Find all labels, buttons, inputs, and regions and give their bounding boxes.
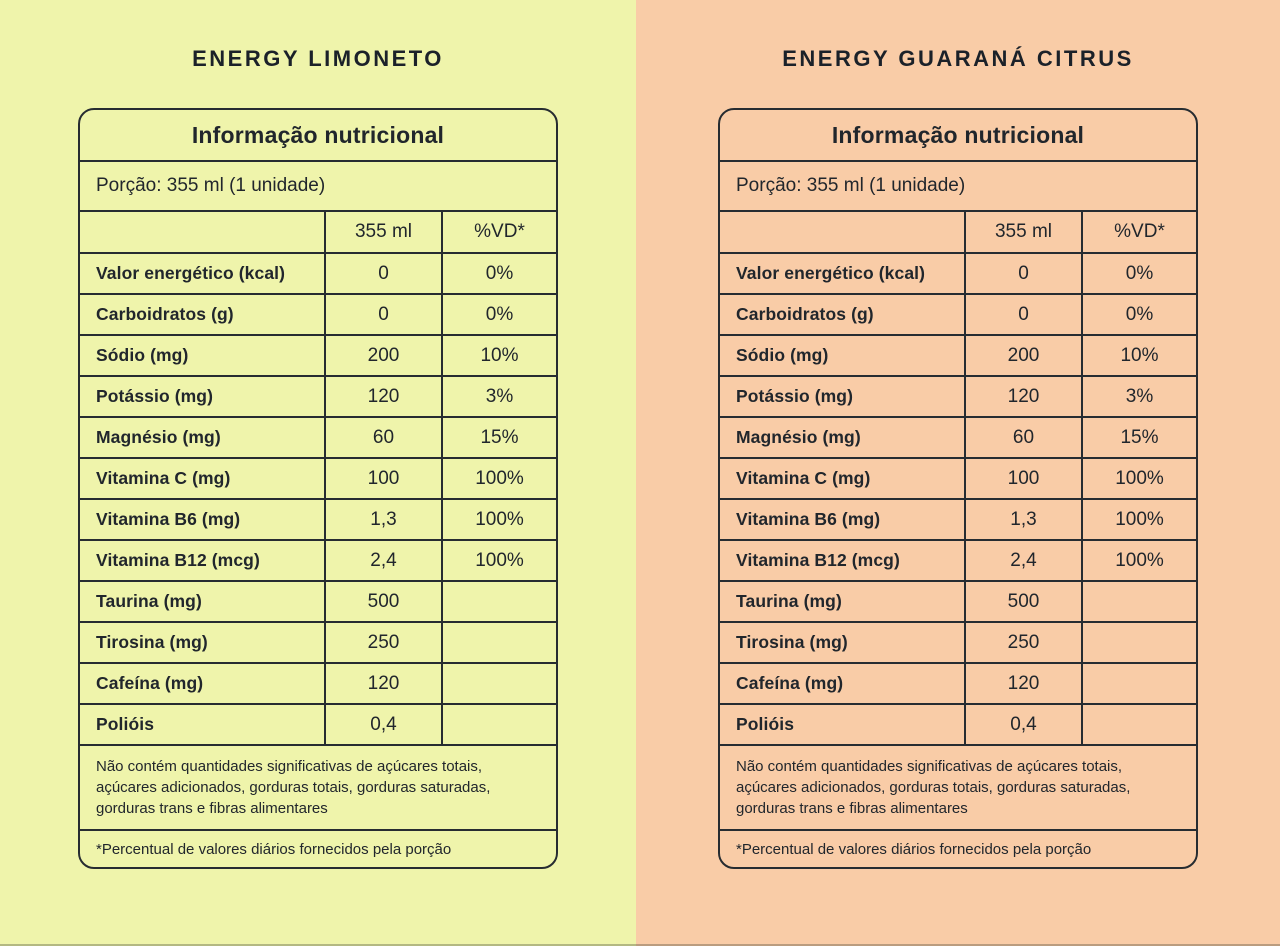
nutrient-daily-value: 100% bbox=[1081, 500, 1196, 539]
nutrient-label: Tirosina (mg) bbox=[736, 632, 848, 652]
nutrient-label: Carboidratos (g) bbox=[96, 304, 234, 324]
table-row bbox=[720, 293, 1196, 334]
nutrient-label: Taurina (mg) bbox=[736, 591, 842, 611]
table-row bbox=[720, 498, 1196, 539]
table-row bbox=[80, 457, 556, 498]
nutrient-label: Vitamina B12 (mcg) bbox=[96, 550, 260, 570]
table-row bbox=[80, 621, 556, 662]
column-header-amount: 355 ml bbox=[324, 212, 441, 252]
panel-energy-limoneto bbox=[0, 0, 636, 946]
table-row bbox=[720, 662, 1196, 703]
column-header-row bbox=[720, 210, 1196, 252]
nutrient-daily-value: 0% bbox=[441, 295, 556, 334]
nutrient-daily-value: 100% bbox=[441, 541, 556, 580]
serving-label: Porção: 355 ml (1 unidade) bbox=[96, 175, 326, 196]
nutrient-amount: 1,3 bbox=[964, 500, 1081, 539]
table-row bbox=[720, 375, 1196, 416]
nutrient-daily-value: 0% bbox=[1081, 254, 1196, 293]
panel-energy-guarana-citrus bbox=[636, 0, 1280, 946]
nutrient-label: Potássio (mg) bbox=[96, 386, 214, 406]
serving-row bbox=[80, 160, 556, 210]
nutrient-daily-value: 3% bbox=[441, 377, 556, 416]
nutrient-label: Valor energético (kcal) bbox=[736, 263, 926, 283]
note-text: Não contém quantidades significativas de açúcares totais, açúcares adicionados, gorduras totais, gorduras saturadas, gorduras trans e fibras alimentares bbox=[736, 758, 1131, 817]
nutrient-label: Sódio (mg) bbox=[96, 345, 189, 365]
table-row bbox=[720, 539, 1196, 580]
table-header bbox=[720, 110, 1196, 160]
nutrient-label: Magnésio (mg) bbox=[96, 427, 221, 447]
nutrient-amount: 200 bbox=[964, 336, 1081, 375]
nutrition-table-guarana-citrus bbox=[718, 108, 1198, 869]
nutrient-amount: 120 bbox=[964, 664, 1081, 703]
nutrient-daily-value: 10% bbox=[441, 336, 556, 375]
nutrient-amount: 1,3 bbox=[324, 500, 441, 539]
nutrient-daily-value: 100% bbox=[1081, 459, 1196, 498]
nutrient-label: Vitamina C (mg) bbox=[736, 468, 871, 488]
column-header-row bbox=[80, 210, 556, 252]
nutrient-label: Sódio (mg) bbox=[736, 345, 829, 365]
nutrient-amount: 500 bbox=[964, 582, 1081, 621]
nutrient-amount: 2,4 bbox=[964, 541, 1081, 580]
daily-value-footnote bbox=[720, 829, 1196, 867]
nutrient-amount: 120 bbox=[324, 377, 441, 416]
no-significant-amounts-note bbox=[80, 744, 556, 829]
nutrient-amount: 2,4 bbox=[324, 541, 441, 580]
table-row bbox=[80, 334, 556, 375]
nutrient-amount: 0 bbox=[324, 254, 441, 293]
daily-value-footnote bbox=[80, 829, 556, 867]
serving-row bbox=[720, 160, 1196, 210]
nutrient-label: Polióis bbox=[736, 714, 795, 734]
nutrient-daily-value: 10% bbox=[1081, 336, 1196, 375]
table-row bbox=[80, 375, 556, 416]
nutrient-amount: 250 bbox=[324, 623, 441, 662]
table-row bbox=[80, 498, 556, 539]
nutrient-daily-value: 3% bbox=[1081, 377, 1196, 416]
nutrient-daily-value bbox=[1081, 623, 1196, 662]
nutrient-label: Magnésio (mg) bbox=[736, 427, 861, 447]
nutrient-daily-value: 15% bbox=[441, 418, 556, 457]
product-title-limoneto: ENERGY LIMONETO bbox=[192, 46, 444, 71]
table-row bbox=[720, 334, 1196, 375]
column-header-blank bbox=[80, 212, 324, 252]
nutrient-label: Cafeína (mg) bbox=[736, 673, 844, 693]
table-header-label: Informação nutricional bbox=[831, 121, 1085, 148]
nutrient-label: Valor energético (kcal) bbox=[96, 263, 286, 283]
table-header-label: Informação nutricional bbox=[191, 121, 445, 148]
table-row bbox=[720, 580, 1196, 621]
table-header bbox=[80, 110, 556, 160]
nutrient-daily-value: 15% bbox=[1081, 418, 1196, 457]
nutrient-label: Taurina (mg) bbox=[96, 591, 202, 611]
nutrient-daily-value bbox=[441, 664, 556, 703]
nutrient-label: Polióis bbox=[96, 714, 155, 734]
table-row bbox=[80, 580, 556, 621]
table-row bbox=[720, 457, 1196, 498]
column-header-daily-value: %VD* bbox=[441, 212, 556, 252]
footnote-text: *Percentual de valores diários fornecidos pela porção bbox=[736, 840, 1092, 858]
product-title-guarana-citrus: ENERGY GUARANÁ CITRUS bbox=[782, 46, 1134, 71]
nutrient-daily-value: 0% bbox=[1081, 295, 1196, 334]
nutrient-amount: 120 bbox=[964, 377, 1081, 416]
nutrient-label: Vitamina B6 (mg) bbox=[96, 509, 241, 529]
table-row bbox=[80, 252, 556, 293]
nutrition-table-limoneto bbox=[78, 108, 558, 869]
table-row bbox=[720, 416, 1196, 457]
column-header-amount: 355 ml bbox=[964, 212, 1081, 252]
table-row bbox=[80, 703, 556, 744]
nutrient-amount: 120 bbox=[324, 664, 441, 703]
nutrient-amount: 500 bbox=[324, 582, 441, 621]
nutrient-daily-value bbox=[1081, 582, 1196, 621]
nutrient-amount: 60 bbox=[964, 418, 1081, 457]
nutrient-amount: 0 bbox=[324, 295, 441, 334]
nutrient-amount: 0,4 bbox=[324, 705, 441, 744]
nutrient-amount: 0 bbox=[964, 254, 1081, 293]
nutrient-label: Vitamina B12 (mcg) bbox=[736, 550, 900, 570]
table-row bbox=[80, 416, 556, 457]
nutrient-amount: 100 bbox=[964, 459, 1081, 498]
nutrient-label: Cafeína (mg) bbox=[96, 673, 204, 693]
nutrient-label: Tirosina (mg) bbox=[96, 632, 208, 652]
nutrient-daily-value bbox=[441, 705, 556, 744]
nutrient-amount: 250 bbox=[964, 623, 1081, 662]
nutrient-daily-value bbox=[1081, 705, 1196, 744]
nutrient-daily-value: 100% bbox=[1081, 541, 1196, 580]
table-row bbox=[720, 621, 1196, 662]
note-text: Não contém quantidades significativas de açúcares totais, açúcares adicionados, gorduras totais, gorduras saturadas, gorduras trans e fibras alimentares bbox=[96, 758, 491, 817]
nutrient-amount: 100 bbox=[324, 459, 441, 498]
column-header-daily-value: %VD* bbox=[1081, 212, 1196, 252]
column-header-blank bbox=[720, 212, 964, 252]
table-row bbox=[80, 293, 556, 334]
serving-label: Porção: 355 ml (1 unidade) bbox=[736, 175, 966, 196]
nutrient-label: Vitamina C (mg) bbox=[96, 468, 231, 488]
table-row bbox=[720, 703, 1196, 744]
nutrient-daily-value bbox=[1081, 664, 1196, 703]
nutrient-daily-value: 100% bbox=[441, 500, 556, 539]
nutrient-daily-value bbox=[441, 623, 556, 662]
table-row bbox=[720, 252, 1196, 293]
nutrient-amount: 0,4 bbox=[964, 705, 1081, 744]
nutrient-label: Carboidratos (g) bbox=[736, 304, 874, 324]
no-significant-amounts-note bbox=[720, 744, 1196, 829]
footnote-text: *Percentual de valores diários fornecidos pela porção bbox=[96, 840, 452, 858]
table-row bbox=[80, 662, 556, 703]
nutrient-daily-value: 0% bbox=[441, 254, 556, 293]
table-row bbox=[80, 539, 556, 580]
nutrient-daily-value: 100% bbox=[441, 459, 556, 498]
nutrient-amount: 200 bbox=[324, 336, 441, 375]
nutrient-label: Potássio (mg) bbox=[736, 386, 854, 406]
nutrient-label: Vitamina B6 (mg) bbox=[736, 509, 881, 529]
nutrient-daily-value bbox=[441, 582, 556, 621]
nutrient-amount: 60 bbox=[324, 418, 441, 457]
nutrient-amount: 0 bbox=[964, 295, 1081, 334]
